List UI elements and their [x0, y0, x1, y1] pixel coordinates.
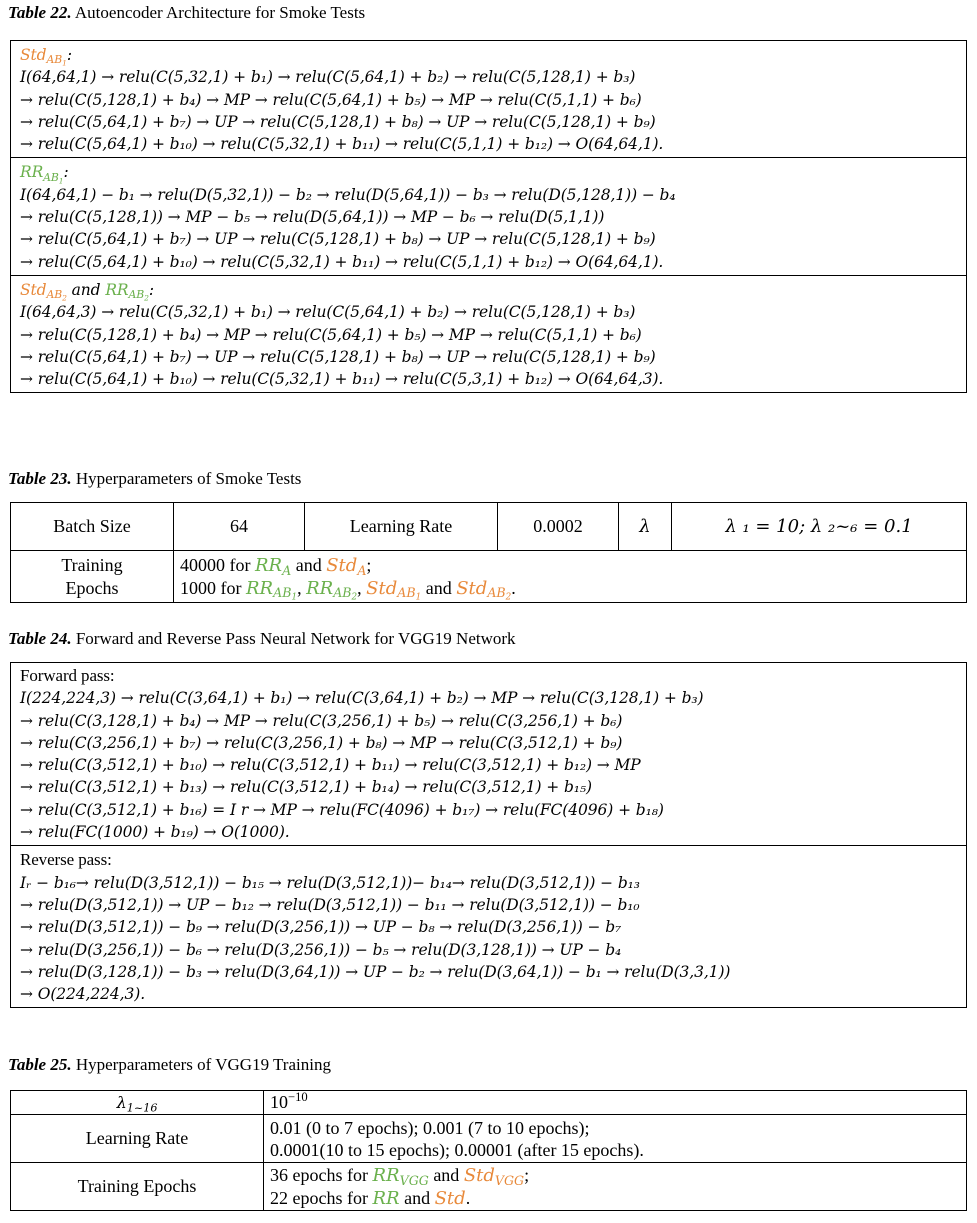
formula-line: I(224,224,3) → relu(C(3,64,1) + b₁) → relu(C(3,64,1) + b₂) → MP → relu(C(3,128,1) + b₃): [20, 689, 704, 708]
table22-caption: [8, 3, 365, 23]
table24: [10, 662, 967, 1008]
formula-line: → O(224,224,3).: [20, 985, 146, 1004]
formula-line: I(64,64,1) − b₁ → relu(D(5,32,1)) − b₂ → relu(D(5,64,1)) − b₃ → relu(D(5,128,1)) − b₄: [20, 185, 676, 204]
lambda-symbol: λ: [619, 503, 672, 551]
formula-line: → relu(D(3,512,1)) − b₉ → relu(D(3,256,1)) → UP − b₈ → relu(D(3,256,1)) − b₇: [20, 918, 622, 937]
formula-line: → relu(C(5,128,1)) → MP − b₅ → relu(D(5,64,1)) → MP − b₆ → relu(D(5,1,1)): [20, 208, 605, 227]
reverse-pass-section: [11, 845, 966, 1007]
table25: [10, 1090, 967, 1211]
table22-section-std-rr-ab2: [11, 275, 966, 392]
forward-pass-section: [11, 663, 966, 845]
formula-line: → relu(C(3,512,1) + b₁₀) → relu(C(3,512,1) + b₁₁) → relu(C(3,512,1) + b₁₂) → MP: [20, 756, 641, 775]
formula-line: I(64,64,1) → relu(C(5,32,1) + b₁) → relu(C(5,64,1) + b₂) → relu(C(5,128,1) + b₃): [20, 68, 636, 87]
reverse-pass-title: Reverse pass:: [20, 850, 112, 870]
formula-line: → relu(FC(1000) + b₁₉) → O(1000).: [20, 823, 290, 842]
table25-caption: [8, 1055, 331, 1075]
formula-line: → relu(C(3,128,1) + b₄) → MP → relu(C(3,256,1) + b₅) → relu(C(3,256,1) + b₆): [20, 711, 623, 730]
table22: [10, 40, 967, 393]
table22-caption-label: Table 22.: [8, 3, 72, 22]
table25-caption-text: Hyperparameters of VGG19 Training: [75, 1055, 331, 1074]
table24-caption-text: Forward and Reverse Pass Neural Network for VGG19 Network: [75, 629, 516, 648]
formula-line: → relu(D(3,256,1)) − b₆ → relu(D(3,256,1)) − b₅ → relu(D(3,128,1)) → UP − b₄: [20, 940, 622, 959]
formula-line: → relu(C(5,64,1) + b₁₀) → relu(C(5,32,1) + b₁₁) → relu(C(5,1,1) + b₁₂) → O(64,64,1).: [20, 252, 664, 271]
table23-caption-text: Hyperparameters of Smoke Tests: [75, 469, 302, 488]
formula-line: Iᵣ − b₁₆→ relu(D(3,512,1)) − b₁₅ → relu(D(3,512,1))− b₁₄→ relu(D(3,512,1)) − b₁₃: [20, 873, 640, 892]
formula-line: → relu(C(5,64,1) + b₇) → UP → relu(C(5,128,1) + b₈) → UP → relu(C(5,128,1) + b₉): [20, 112, 656, 131]
formula-line: → relu(D(3,512,1)) → UP − b₁₂ → relu(D(3,512,1)) − b₁₁ → relu(D(3,512,1)) − b₁₀: [20, 895, 640, 914]
section-label: Std$_{AB_2}$ and $RR_{AB_2}$:: [20, 280, 154, 303]
lambda-value: λ ₁ = 10; λ ₂~₆ = 0.1: [672, 503, 967, 551]
formula-line: → relu(C(5,64,1) + b₇) → UP → relu(C(5,128,1) + b₈) → UP → relu(C(5,128,1) + b₉): [20, 347, 656, 366]
learning-rate-value: 0.0002: [498, 503, 619, 551]
table22-section-std-ab1: [11, 41, 966, 157]
training-epochs-value: 36 epochs for $RR_{VGG}$ and Std$_{VGG}$; 22 epochs for RR and Std.: [264, 1163, 967, 1211]
table24-caption-label: Table 24.: [8, 629, 72, 648]
lambda-label: $\lambda_{1\sim 16}$: [11, 1091, 264, 1115]
formula-line: → relu(C(5,128,1) + b₄) → MP → relu(C(5,64,1) + b₅) → MP → relu(C(5,1,1) + b₆): [20, 325, 642, 344]
formula-line: → relu(C(3,512,1) + b₁₆) = I r → MP → relu(FC(4096) + b₁₇) → relu(FC(4096) + b₁₈): [20, 800, 664, 819]
section-label: Std$_{AB_1}$:: [20, 46, 72, 68]
table22-section-rr-ab1: [11, 157, 966, 274]
formula-line: → relu(D(3,128,1)) − b₃ → relu(D(3,64,1)) → UP − b₂ → relu(D(3,64,1)) − b₁ → relu(D(3,3,1)): [20, 962, 731, 981]
batch-size-label: Batch Size: [11, 503, 174, 551]
table23: [10, 502, 967, 603]
table23-caption-label: Table 23.: [8, 469, 72, 488]
section-label: $RR_{AB_1}$:: [20, 163, 69, 185]
training-epochs-label: Training Epochs: [11, 1163, 264, 1211]
formula-line: → relu(C(5,64,1) + b₁₀) → relu(C(5,32,1) + b₁₁) → relu(C(5,3,1) + b₁₂) → O(64,64,3).: [20, 370, 664, 389]
table24-caption: [8, 629, 516, 649]
table22-caption-text: Autoencoder Architecture for Smoke Tests: [74, 3, 366, 22]
training-epochs-label: Training Epochs: [11, 551, 174, 603]
learning-rate-label: Learning Rate: [11, 1115, 264, 1163]
formula-line: → relu(C(5,64,1) + b₁₀) → relu(C(5,32,1) + b₁₁) → relu(C(5,1,1) + b₁₂) → O(64,64,1).: [20, 135, 664, 154]
formula-line: → relu(C(3,512,1) + b₁₃) → relu(C(3,512,1) + b₁₄) → relu(C(3,512,1) + b₁₅): [20, 778, 592, 797]
lambda-value: $10^{-10}$: [264, 1091, 967, 1115]
formula-line: → relu(C(3,256,1) + b₇) → relu(C(3,256,1) + b₈) → MP → relu(C(3,512,1) + b₉): [20, 733, 623, 752]
training-epochs-value: 40000 for $RR_A$ and Std$_A$; 1000 for $RR_{AB_1}$, $RR_{AB_2}$, Std$_{AB_1}$ and Std$_{AB_2}$.: [174, 551, 967, 603]
learning-rate-value: 0.01 (0 to 7 epochs); 0.001 (7 to 10 epochs); 0.0001(10 to 15 epochs); 0.00001 (after 15 epochs).: [264, 1115, 967, 1163]
batch-size-value: 64: [174, 503, 305, 551]
learning-rate-label: Learning Rate: [305, 503, 498, 551]
formula-line: → relu(C(5,64,1) + b₇) → UP → relu(C(5,128,1) + b₈) → UP → relu(C(5,128,1) + b₉): [20, 230, 656, 249]
forward-pass-title: Forward pass:: [20, 666, 115, 685]
formula-line: → relu(C(5,128,1) + b₄) → MP → relu(C(5,64,1) + b₅) → MP → relu(C(5,1,1) + b₆): [20, 90, 642, 109]
formula-line: I(64,64,3) → relu(C(5,32,1) + b₁) → relu(C(5,64,1) + b₂) → relu(C(5,128,1) + b₃): [20, 303, 636, 322]
table25-caption-label: Table 25.: [8, 1055, 72, 1074]
table23-caption: [8, 469, 301, 489]
